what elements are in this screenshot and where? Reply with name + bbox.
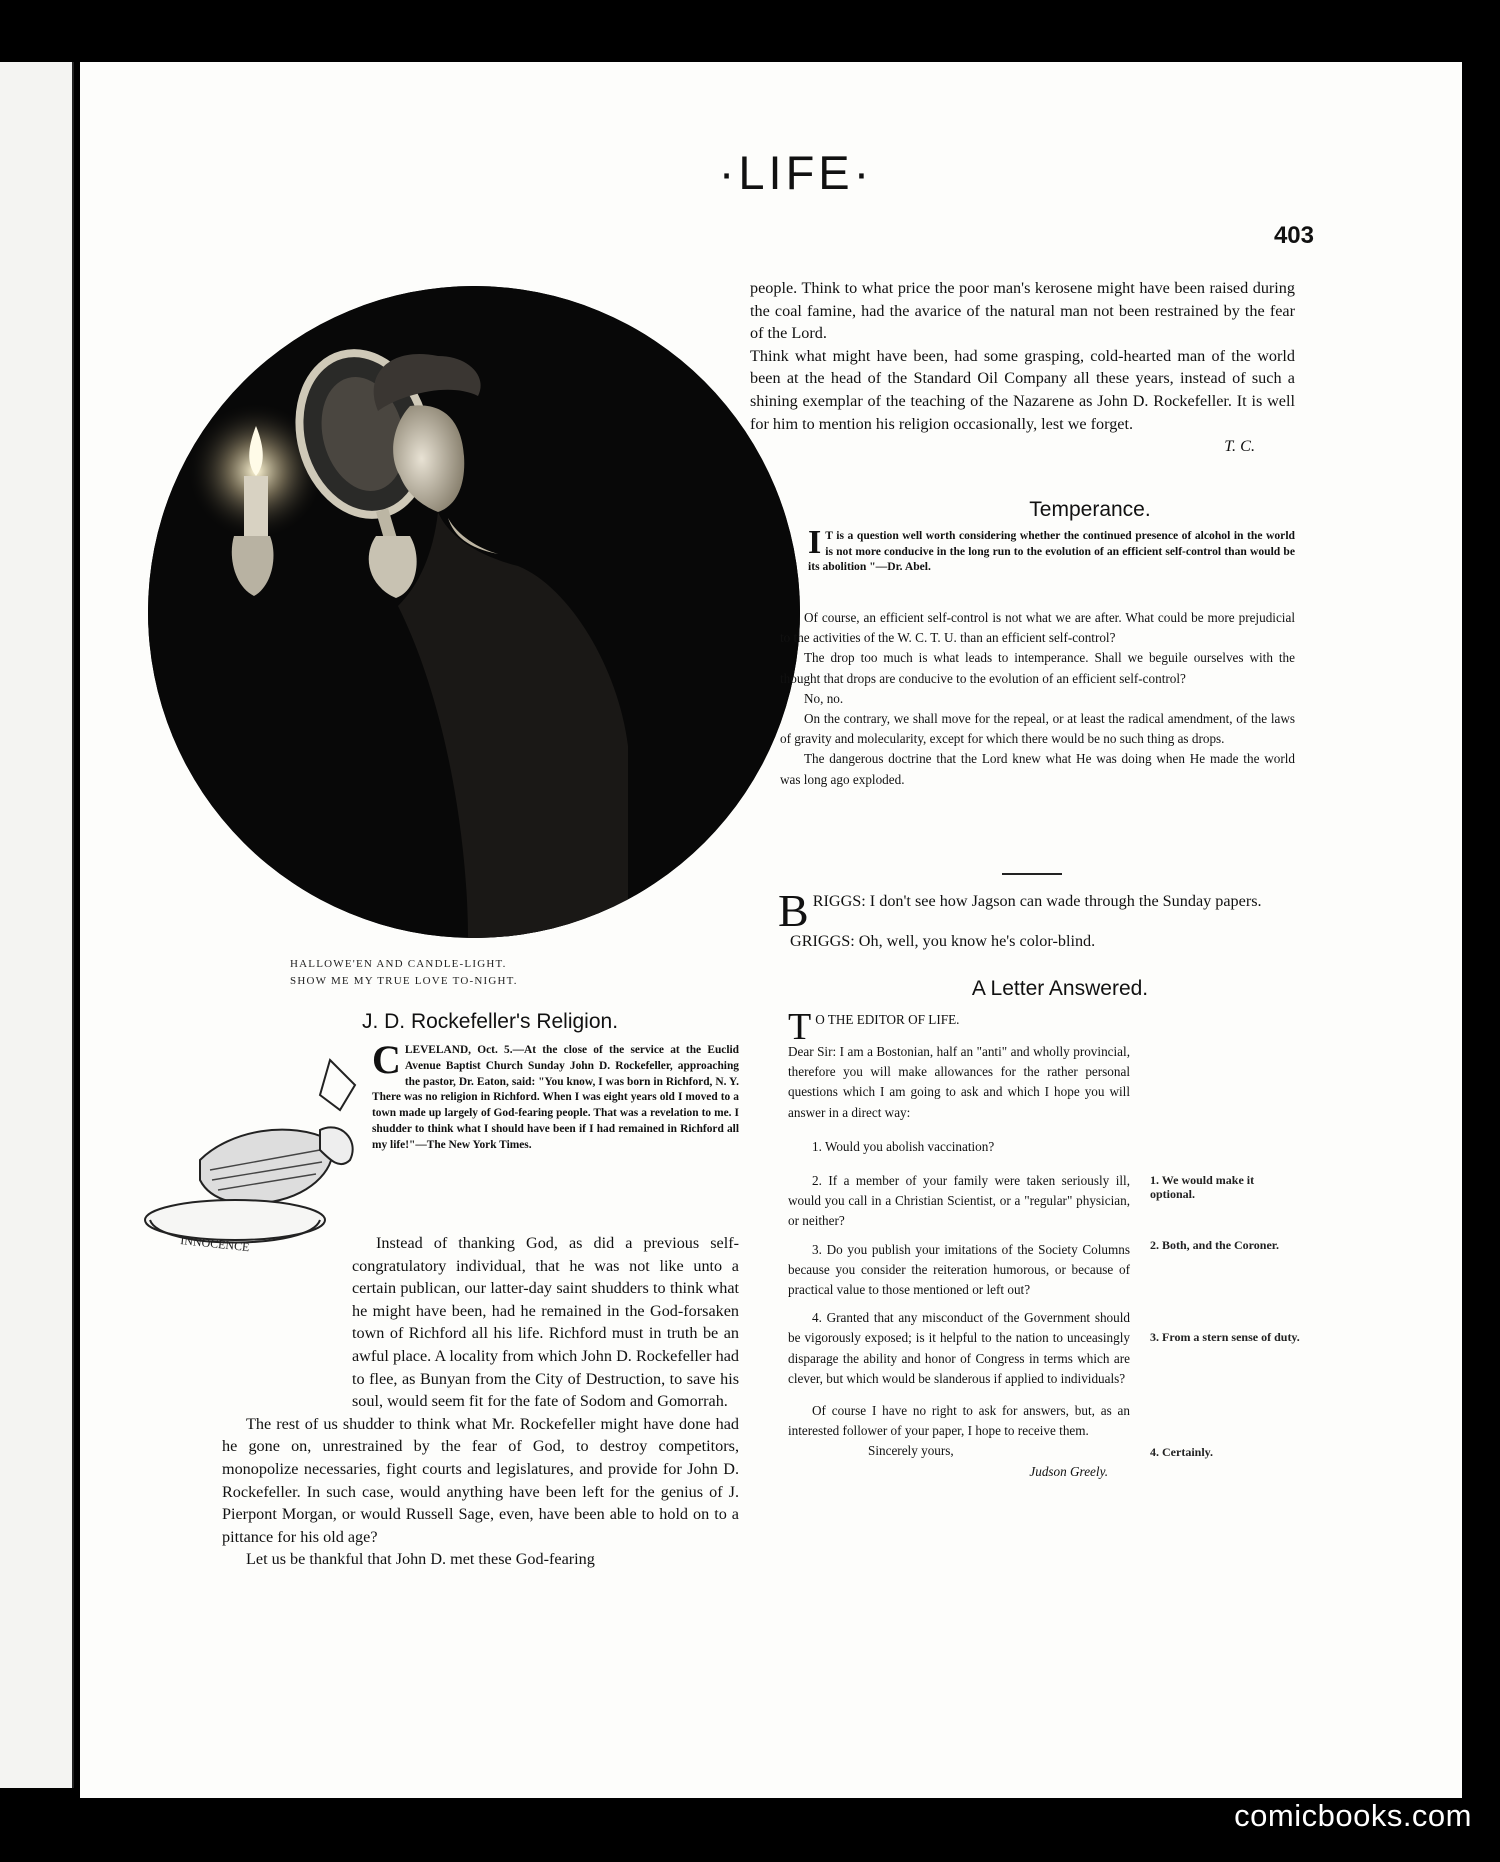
letter-question-1: 1. Would you abolish vaccination? bbox=[812, 1138, 995, 1154]
answer-3: 3. From a stern sense of duty. bbox=[1150, 1330, 1300, 1344]
letter-salutation: O THE EDITOR OF LIFE. bbox=[815, 1012, 960, 1027]
rockefeller-title: J. D. Rockefeller's Religion. bbox=[361, 1010, 619, 1033]
temperance-paragraph-2: The drop too much is what leads to intemperance. Shall we beguile ourselves with the thought that drops are conducive to the evolution of an efficient self-control? bbox=[780, 650, 1295, 686]
letter-question-4: 4. Granted that any misconduct of the Government should be vigorously exposed; is it helpful to the nation to unceasingly disparage the ability and honor of Congress in terms which are clever, but which would be slanderous if applied to individuals? bbox=[788, 1310, 1130, 1386]
griggs-line: GRIGGS: Oh, well, you know he's color-blind. bbox=[790, 932, 1096, 950]
rockefeller-news-quote bbox=[372, 1037, 739, 1154]
briggs-joke bbox=[778, 885, 1295, 953]
rockefeller-paragraph-2: The rest of us shudder to think what Mr. Rockefeller might have done had he gone on, unrestrained by the fear of God, to destroy competitors, monopolize necessaries, fight courts and legislatures, and provide for John D. Rockefeller. In such case, would anything have been left for the genius of J. Pierpont Morgan, or would Russell Sage, even, have been able to hold on to a pittance for his old age? bbox=[222, 1414, 739, 1546]
author-initials: T. C. bbox=[1224, 437, 1255, 456]
temperance-paragraph-3: No, no. bbox=[804, 690, 844, 706]
continuation-paragraph-2: Think what might have been, had some grasping, cold-hearted man of the world been at the head of the Standard Oil Company all these years, instead of such a shining exemplar of the teaching of the Nazarene as John D. Rockefeller. It is well for him to mention his religion occasionally, lest we forget. bbox=[750, 346, 1295, 433]
masthead: ·LIFE· bbox=[718, 146, 874, 199]
letter-question-3: 3. Do you publish your imitations of the Society Columns because you consider the reiteration humorous, or because of practical value to those mentioned or left out? bbox=[788, 1241, 1130, 1298]
letter-signature: Judson Greely. bbox=[1029, 1463, 1108, 1479]
letter-signoff: Sincerely yours, bbox=[868, 1443, 954, 1459]
letter-title: A Letter Answered. bbox=[971, 977, 1149, 1000]
answer-4: 4. Certainly. bbox=[1150, 1445, 1213, 1459]
page-number: 403 bbox=[1273, 222, 1314, 249]
quote-drop-cap: I bbox=[808, 524, 822, 561]
rockefeller-drop-cap: C bbox=[372, 1037, 401, 1082]
rockefeller-body bbox=[222, 1232, 739, 1571]
caption-line-2: SHOW ME MY TRUE LOVE TO-NIGHT. bbox=[290, 975, 518, 987]
bowl-label: INNOCENCE bbox=[179, 1233, 251, 1255]
answer-1: 1. We would make it optional. bbox=[1150, 1173, 1255, 1201]
quote-text: T is a question well worth considering whether the continued presence of alcohol in the world is not more conducive in the long run to the evolution of an efficient self-control than would be its abolition "—Dr. Abel. bbox=[808, 529, 1295, 573]
briggs-line: RIGGS: I don't see how Jagson can wade through the Sunday papers. bbox=[812, 892, 1262, 910]
rockefeller-news-text: LEVELAND, Oct. 5.—At the close of the service at the Euclid Avenue Baptist Church Sunday John D. Rockefeller, approaching the pastor, Dr. Eaton, said: "You know, I was born in Richford, N. Y. There was no religion in Richford. When I was eight years old I moved to a town made up largely of God-fearing people. That was a revelation to me. I shudder to think what I should have been if I had remained in Richford all my life!"—The New York Times. bbox=[372, 1044, 739, 1151]
section-divider bbox=[1002, 873, 1062, 875]
letter-intro: Dear Sir: I am a Bostonian, half an "anti" and wholly provincial, therefore you will make allowances for the rather personal questions which I am going to ask and which I hope you will answer in a direct way: bbox=[788, 1044, 1130, 1120]
hands-in-bowl-sketch bbox=[140, 1050, 380, 1260]
briggs-drop-cap: B bbox=[778, 885, 809, 936]
illustration-caption bbox=[290, 956, 690, 990]
article-continuation bbox=[750, 277, 1295, 458]
temperance-paragraph-1: Of course, an efficient self-control is not what we are after. What could be more prejudicial to the activities of the W. C. T. U. than an efficient self-control? bbox=[780, 610, 1295, 646]
rockefeller-paragraph-1: Instead of thanking God, as did a previous self-congratulatory individual, that he was not like unto a certain publican, our latter-day saint shudders to think what he might have been, had he remained in the God-forsaken town of Richford all his life. Richford must in truth be an awful place. A locality from which John D. Rockefeller had to flee, as Bunyan from the City of Destruction, to save his soul, would seem fit for the fate of Sodom and Gomorrah. bbox=[352, 1234, 739, 1411]
temperance-title: Temperance. bbox=[1029, 498, 1151, 521]
answer-2: 2. Both, and the Coroner. bbox=[1150, 1238, 1280, 1252]
temperance-body bbox=[780, 608, 1295, 790]
continuation-paragraph-1: people. Think to what price the poor man's kerosene might have been raised during the coal famine, had the avarice of the natural man not been restrained by the fear of the Lord. bbox=[750, 279, 1295, 343]
letter-body bbox=[788, 1006, 1130, 1482]
letter-closing: Of course I have no right to ask for answers, but, as an interested follower of your paper, I hope to receive them. bbox=[788, 1403, 1130, 1439]
halloween-illustration bbox=[148, 286, 800, 938]
woman-with-mirror-drawing bbox=[148, 286, 800, 938]
temperance-quote bbox=[808, 524, 1295, 575]
rockefeller-paragraph-3: Let us be thankful that John D. met these God-fearing bbox=[246, 1550, 595, 1569]
candle bbox=[244, 476, 268, 544]
site-watermark: comicbooks.com bbox=[1234, 1798, 1472, 1833]
letter-drop-cap: T bbox=[788, 1006, 812, 1048]
adjacent-page-edge bbox=[0, 62, 74, 1788]
temperance-paragraph-5: The dangerous doctrine that the Lord knew what He was doing when He made the world was long ago exploded. bbox=[780, 751, 1295, 787]
temperance-paragraph-4: On the contrary, we shall move for the repeal, or at least the radical amendment, of the laws of gravity and molecularity, except for which there would be no such thing as drops. bbox=[780, 711, 1295, 747]
caption-line-1: HALLOWE'EN AND CANDLE-LIGHT. bbox=[290, 958, 507, 970]
letter-question-2: 2. If a member of your family were taken seriously ill, would you call in a Christian Scientist, or a "regular" physician, or neither? bbox=[788, 1173, 1130, 1229]
